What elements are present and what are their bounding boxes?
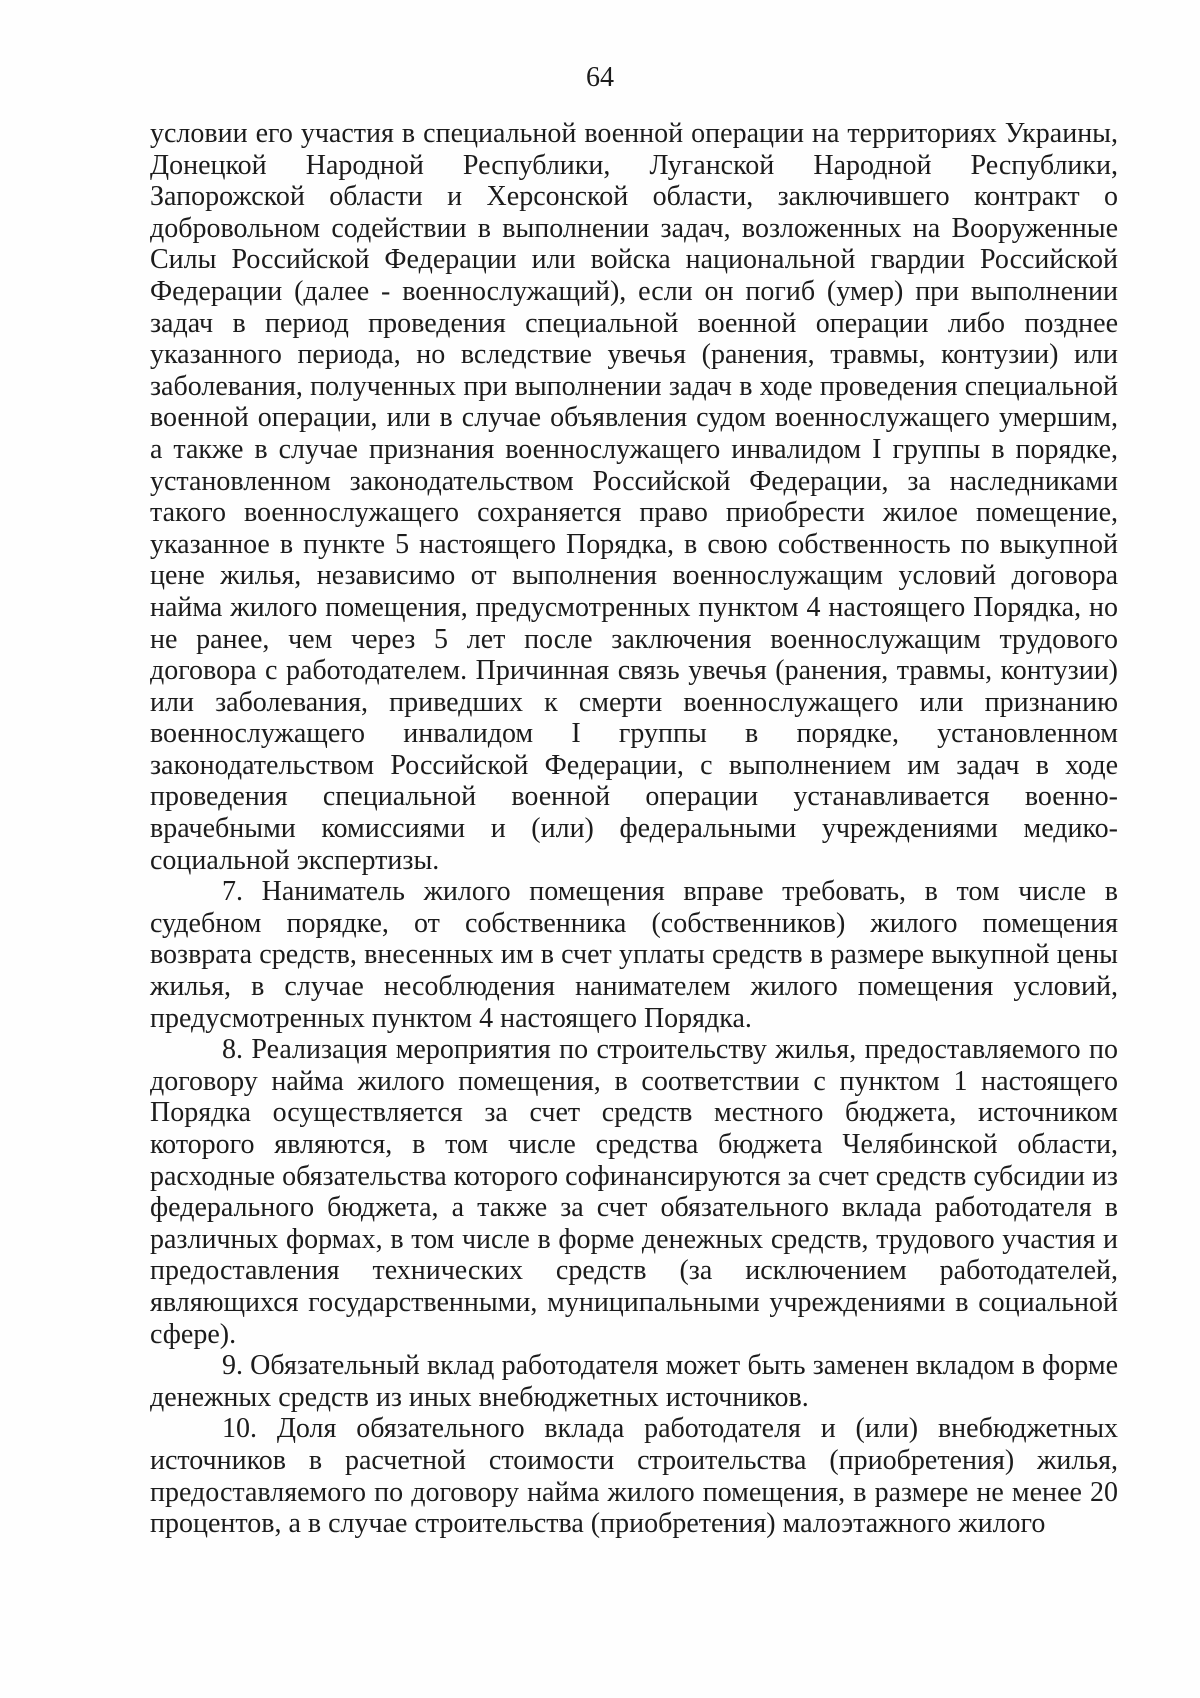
paragraph-clause-8: 8. Реализация мероприятия по строительству жилья, предоставляемого по договору найма жилого помещения, в соответствии с пунктом 1 настоящего Порядка осуществляется за счет средств местного бюджета, источником которого являются, в том числе средства бюджета Челябинской области, расходные обязательства которого софинансируются за счет средств субсидии из федерального бюджета, а также за счет обязательного вклада работодателя в различных формах, в том числе в форме денежных средств, трудового участия и предоставления технических средств (за исключением работодателей, являющихся государственными, муниципальными учреждениями в социальной сфере). (150, 1034, 1118, 1350)
page-number: 64 (586, 62, 614, 93)
document-body (150, 118, 1118, 1540)
paragraph-clause-7: 7. Наниматель жилого помещения вправе требовать, в том числе в судебном порядке, от собственника (собственников) жилого помещения возврата средств, внесенных им в счет уплаты средств в размере выкупной цены жилья, в случае несоблюдения нанимателем жилого помещения условий, предусмотренных пунктом 4 настоящего Порядка. (150, 876, 1118, 1034)
paragraph-clause-10: 10. Доля обязательного вклада работодателя и (или) внебюджетных источников в расчетной стоимости строительства (приобретения) жилья, предоставляемого по договору найма жилого помещения, в размере не менее 20 процентов, а в случае строительства (приобретения) малоэтажного жилого (150, 1413, 1118, 1540)
paragraph-continuation: условии его участия в специальной военной операции на территориях Украины, Донецкой Народной Республики, Луганской Народной Республики, Запорожской области и Херсонской области, заключившего контракт о добровольном содействии в выполнении задач, возложенных на Вооруженные Силы Российской Федерации или войска национальной гвардии Российской Федерации (далее - военнослужащий), если он погиб (умер) при выполнении задач в период проведения специальной военной операции либо позднее указанного периода, но вследствие увечья (ранения, травмы, контузии) или заболевания, полученных при выполнении задач в ходе проведения специальной военной операции, или в случае объявления судом военнослужащего умершим, а также в случае признания военнослужащего инвалидом I группы в порядке, установленном законодательством Российской Федерации, за наследниками такого военнослужащего сохраняется право приобрести жилое помещение, указанное в пункте 5 настоящего Порядка, в свою собственность по выкупной цене жилья, независимо от выполнения военнослужащим условий договора найма жилого помещения, предусмотренных пунктом 4 настоящего Порядка, но не ранее, чем через 5 лет после заключения военнослужащим трудового договора с работодателем. Причинная связь увечья (ранения, травмы, контузии) или заболевания, приведших к смерти военнослужащего или признанию военнослужащего инвалидом I группы в порядке, установленном законодательством Российской Федерации, с выполнением им задач в ходе проведения специальной военной операции устанавливается военно-врачебными комиссиями и (или) федеральными учреждениями медико-социальной экспертизы. (150, 118, 1118, 876)
paragraph-clause-9: 9. Обязательный вклад работодателя может быть заменен вкладом в форме денежных средств из иных внебюджетных источников. (150, 1350, 1118, 1413)
